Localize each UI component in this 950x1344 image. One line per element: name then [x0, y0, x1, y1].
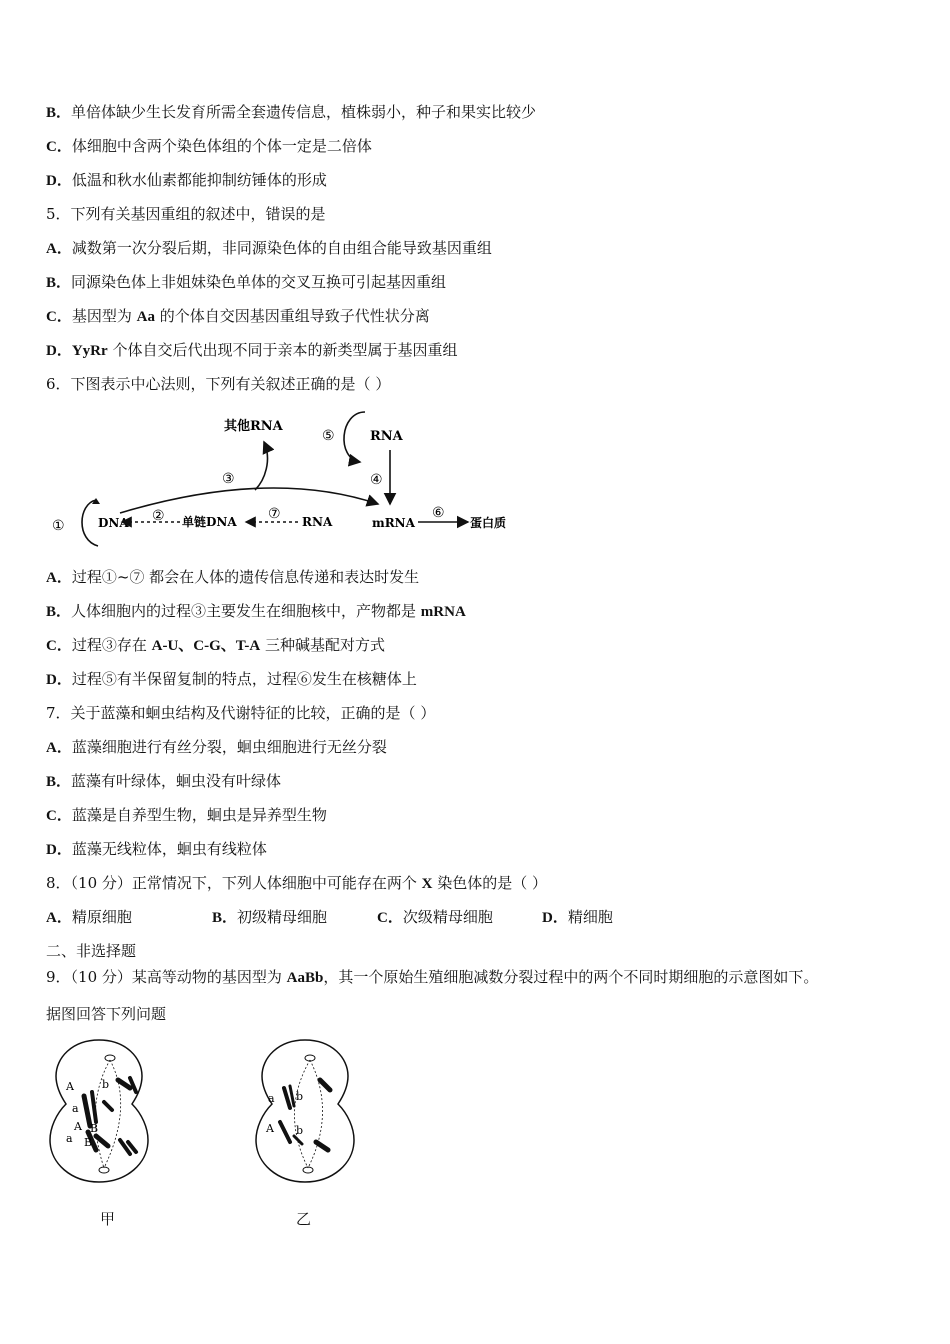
option-label: B． — [212, 910, 238, 926]
gene-label: b — [102, 1078, 110, 1091]
q4-option-c — [46, 136, 372, 157]
figure-caption-yi: 乙 — [296, 1210, 312, 1228]
q5-option-a — [46, 238, 492, 259]
section-heading: 二、非选择题 — [46, 942, 137, 960]
dna-replication-arrow — [82, 500, 98, 546]
gene-label: A — [74, 1120, 82, 1133]
stem-text: 9．（10 分）某高等动物的基因型为 — [46, 968, 287, 986]
option-label: C． — [46, 139, 72, 155]
q8-option-a — [46, 907, 132, 928]
option-text: 过程①~⑦ 都会在人体的遗传信息传递和表达时发生 — [71, 568, 420, 586]
stem-text: ，其一个原始生殖细胞减数分裂过程中的两个不同时期细胞的示意图如下。 — [323, 968, 819, 986]
figure-caption-jia: 甲 — [100, 1210, 116, 1228]
q9-stem-line2: 据图回答下列问题 — [46, 1005, 167, 1023]
q6-option-a — [46, 567, 419, 588]
option-text: 低温和秋水仙素都能抑制纺锤体的形成 — [71, 171, 327, 189]
process-6-label: ⑥ — [432, 505, 445, 521]
gene-label: A — [66, 1080, 74, 1093]
chromosome — [320, 1080, 330, 1090]
other-rna-label: 其他RNA — [224, 419, 283, 434]
gene-label: b — [296, 1124, 304, 1137]
ss-dna-label: 单链DNA — [182, 515, 237, 529]
option-label: A． — [46, 740, 72, 756]
option-text: 减数第一次分裂后期，非同源染色体的自由组合能导致基因重组 — [71, 239, 492, 257]
q7-option-d — [46, 839, 267, 860]
dna-label: DNA — [98, 516, 129, 530]
process-1-label: ① — [52, 518, 65, 534]
q7-option-c — [46, 805, 327, 826]
stem-text-bold: X — [421, 876, 433, 892]
q8-stem — [46, 873, 547, 894]
spindle-fiber — [308, 1060, 323, 1168]
option-text: 蓝藻是自养型生物，蛔虫是异养型生物 — [71, 806, 327, 824]
q5-option-c — [46, 306, 430, 327]
option-text: 体细胞中含两个染色体组的个体一定是二倍体 — [71, 137, 372, 155]
q6-stem: 6．下图表示中心法则，下列有关叙述正确的是（ ） — [46, 375, 391, 393]
option-text: 个体自交后代出现不同于亲本的新类型属于基因重组 — [107, 341, 458, 359]
protein-label: 蛋白质 — [470, 516, 507, 530]
q4-option-b — [46, 102, 536, 123]
option-text: 蓝藻无线粒体，蛔虫有线粒体 — [71, 840, 267, 858]
option-text: 过程③存在 — [71, 636, 152, 654]
rna-top-label: RNA — [370, 429, 403, 444]
q8-option-d — [542, 907, 613, 928]
chromosome — [92, 1092, 96, 1122]
rna-replication-arrow — [344, 412, 365, 462]
q5-option-d — [46, 340, 457, 361]
gene-label: a — [72, 1102, 79, 1115]
central-dogma-diagram — [40, 400, 520, 552]
stem-text-bold: AaBb — [286, 970, 324, 986]
option-text: 精细胞 — [567, 908, 613, 926]
gene-label: A — [266, 1122, 274, 1135]
chromosome — [284, 1088, 290, 1108]
gene-label: a — [268, 1092, 275, 1105]
option-text-bold: mRNA — [420, 604, 466, 620]
cell-figure-yi — [250, 1036, 360, 1186]
gene-label: B — [84, 1136, 93, 1149]
gene-label: b — [296, 1090, 304, 1103]
chromosome — [290, 1086, 294, 1106]
cell-figure-jia — [44, 1036, 154, 1186]
q7-stem: 7．关于蓝藻和蛔虫结构及代谢特征的比较，正确的是（ ） — [46, 704, 436, 722]
q5-option-b — [46, 272, 446, 293]
process-7-label: ⑦ — [268, 506, 281, 522]
chromosome — [118, 1080, 130, 1088]
process-3-label: ③ — [222, 471, 235, 487]
option-text: 三种碱基配对方式 — [260, 636, 386, 654]
option-text-bold: YyRr — [71, 343, 108, 359]
q7-option-b — [46, 771, 281, 792]
option-text: 的个体自交因基因重组导致子代性状分离 — [154, 307, 430, 325]
option-label: B． — [46, 275, 72, 291]
process-5-label: ⑤ — [322, 428, 335, 444]
option-text: 次级精母细胞 — [402, 908, 493, 926]
q8-option-c — [377, 907, 493, 928]
option-text: 初级精母细胞 — [237, 908, 328, 926]
q6-option-c — [46, 635, 385, 656]
option-text: 人体细胞内的过程③主要发生在细胞核中，产物都是 — [71, 602, 421, 620]
option-text: 蓝藻细胞进行有丝分裂，蛔虫细胞进行无丝分裂 — [71, 738, 387, 756]
mrna-label: mRNA — [372, 516, 415, 530]
option-label: B． — [46, 774, 72, 790]
spindle-fiber — [104, 1060, 121, 1168]
process-2-label: ② — [152, 508, 165, 524]
q6-option-b — [46, 601, 466, 622]
option-label: B． — [46, 105, 72, 121]
gene-label: B — [90, 1122, 99, 1135]
option-label: A． — [46, 910, 72, 926]
cell-outline — [50, 1040, 148, 1182]
chromosome — [104, 1102, 112, 1110]
option-label: A． — [46, 570, 72, 586]
q5-stem: 5．下列有关基因重组的叙述中，错误的是 — [46, 205, 326, 223]
gene-label: a — [66, 1132, 73, 1145]
spindle-fiber — [294, 1060, 310, 1168]
q7-option-a — [46, 737, 387, 758]
option-text: 蓝藻有叶绿体，蛔虫没有叶绿体 — [71, 772, 282, 790]
option-label: D． — [542, 910, 568, 926]
chromosome — [96, 1136, 108, 1146]
stem-text: 染色体的是（ ） — [432, 874, 548, 892]
other-rna-arrow — [255, 442, 267, 490]
q4-option-d — [46, 170, 327, 191]
option-label: D． — [46, 173, 72, 189]
option-label: D． — [46, 672, 72, 688]
q9-stem — [46, 967, 818, 988]
chromosome — [316, 1142, 328, 1150]
q8-options — [46, 907, 746, 927]
option-label: D． — [46, 842, 72, 858]
option-label: C． — [46, 808, 72, 824]
option-text-bold: A-U、C-G、T-A — [151, 638, 261, 654]
option-label: B． — [46, 604, 72, 620]
option-label: A． — [46, 241, 72, 257]
q6-option-d — [46, 669, 417, 690]
option-text: 同源染色体上非姐妹染色单体的交叉互换可引起基因重组 — [71, 273, 447, 291]
option-text: 基因型为 — [71, 307, 137, 325]
option-label: D． — [46, 343, 72, 359]
option-text: 单倍体缺少生长发育所需全套遗传信息，植株弱小，种子和果实比较少 — [71, 103, 537, 121]
option-text: 精原细胞 — [71, 908, 132, 926]
option-text-bold: Aa — [136, 309, 155, 325]
option-text: 过程⑤有半保留复制的特点，过程⑥发生在核糖体上 — [71, 670, 417, 688]
chromosome — [280, 1122, 290, 1142]
process-4-label: ④ — [370, 472, 383, 488]
q8-option-b — [212, 907, 327, 928]
option-label: C． — [377, 910, 403, 926]
option-label: C． — [46, 309, 72, 325]
stem-text: 8．（10 分）正常情况下，下列人体细胞中可能存在两个 — [46, 874, 422, 892]
option-label: C． — [46, 638, 72, 654]
rna-mid-label: RNA — [302, 515, 333, 529]
